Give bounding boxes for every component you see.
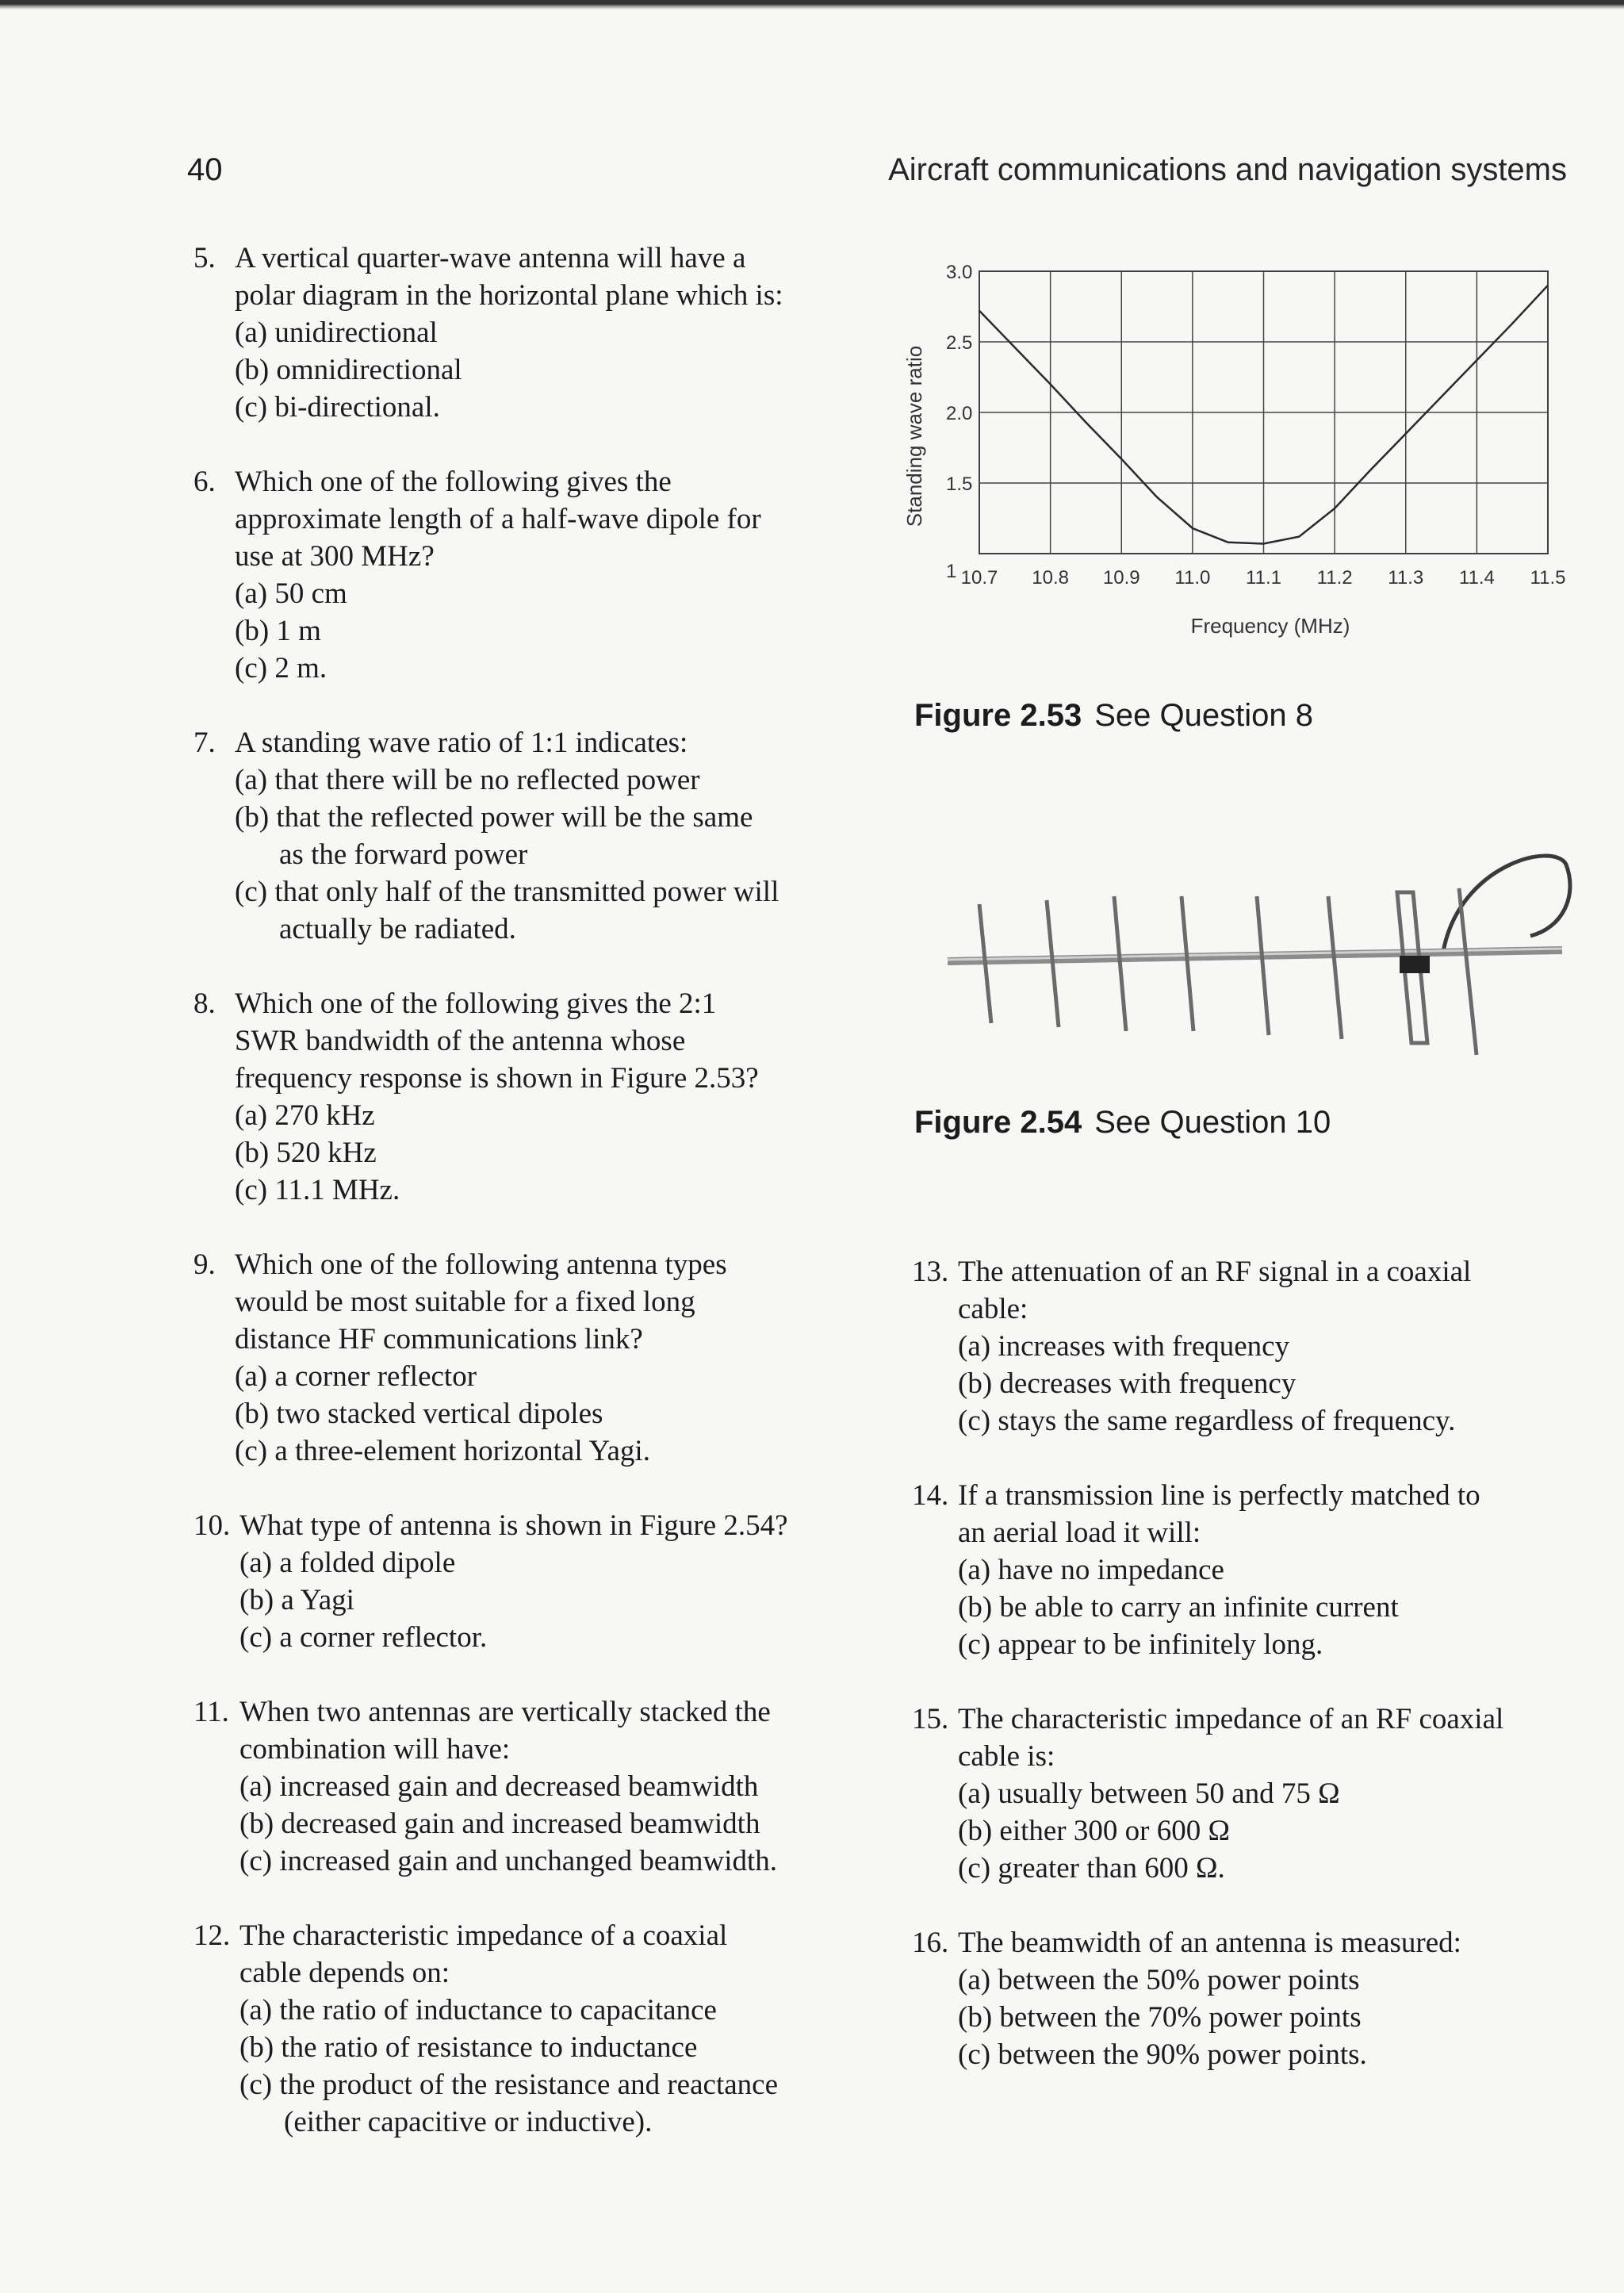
question-stem-line: What type of antenna is shown in Figure 2.54?: [239, 1509, 788, 1542]
questions-right-column: [912, 1253, 1602, 2111]
answer-option: (c) 2 m.: [235, 652, 327, 684]
chart-grid: [979, 271, 1548, 554]
chart-y-tick-label: 2.0: [946, 403, 973, 424]
running-title: Aircraft communications and navigation systems: [888, 152, 1567, 187]
answer-option: (a) usually between 50 and 75 Ω: [958, 1777, 1340, 1810]
figure-2-54-text: See Question 10: [1094, 1105, 1331, 1140]
question-stem-line: cable is:: [958, 1740, 1055, 1773]
question-stem-line: The attenuation of an RF signal in a coaxial: [958, 1256, 1472, 1288]
figure-2-54-caption: [914, 1105, 1331, 1141]
question-stem-line: If a transmission line is perfectly matched to: [958, 1479, 1480, 1512]
figure-2-53-text: See Question 8: [1094, 698, 1313, 733]
question-6: [193, 463, 868, 687]
answer-option: (a) increased gain and decreased beamwidth: [239, 1770, 759, 1803]
answer-option: (c) a three-element horizontal Yagi.: [235, 1435, 650, 1467]
question-16: [912, 1924, 1602, 2073]
answer-option: (b) two stacked vertical dipoles: [235, 1398, 603, 1430]
questions-left-column: [193, 240, 868, 2178]
answer-option: as the forward power: [279, 838, 528, 871]
question-stem-line: The characteristic impedance of an RF coaxial: [958, 1703, 1504, 1735]
question-12: [193, 1917, 868, 2141]
chart-y-ticks: [946, 262, 972, 582]
question-stem-line: SWR bandwidth of the antenna whose: [235, 1025, 686, 1057]
figure-2-54-label: Figure 2.54: [914, 1105, 1082, 1140]
question-number: 16.: [912, 1927, 949, 1959]
question-stem-line: cable depends on:: [239, 1957, 450, 1989]
question-13: [912, 1253, 1602, 1440]
chart-x-tick-label: 10.7: [960, 567, 998, 589]
question-8: [193, 985, 868, 1209]
chart-x-tick-label: 10.9: [1102, 567, 1140, 589]
question-stem-line: distance HF communications link?: [235, 1323, 643, 1355]
yagi-antenna-illustration: [904, 817, 1586, 1087]
question-stem-line: Which one of the following gives the 2:1: [235, 987, 717, 1020]
question-number: 6.: [193, 466, 216, 498]
answer-option: (either capacitive or inductive).: [284, 2106, 653, 2138]
question-stem-line: combination will have:: [239, 1733, 511, 1766]
page-number: 40: [187, 152, 223, 187]
chart-x-tick-label: 11.0: [1174, 567, 1211, 589]
question-stem-line: an aerial load it will:: [958, 1517, 1201, 1549]
answer-option: (c) appear to be infinitely long.: [958, 1628, 1323, 1661]
question-stem-line: cable:: [958, 1293, 1028, 1325]
page-top-rule: [0, 0, 1624, 10]
chart-x-axis-label: Frequency (MHz): [1190, 614, 1350, 638]
answer-option: (b) that the reflected power will be the same: [235, 801, 753, 834]
question-14: [912, 1477, 1602, 1663]
question-stem-line: Which one of the following antenna types: [235, 1248, 727, 1281]
answer-option: (c) bi-directional.: [235, 391, 440, 424]
answer-option: (b) between the 70% power points: [958, 2001, 1362, 2034]
question-stem-line: approximate length of a half-wave dipole for: [235, 503, 761, 535]
answer-option: (a) that there will be no reflected power: [235, 764, 700, 796]
answer-option: (a) 270 kHz: [235, 1099, 375, 1132]
swr-frequency-chart: [904, 254, 1586, 650]
chart-x-tick-label: 11.3: [1388, 567, 1424, 589]
question-number: 13.: [912, 1256, 949, 1288]
answer-option: (a) 50 cm: [235, 577, 347, 610]
question-number: 10.: [193, 1509, 231, 1542]
answer-option: (b) be able to carry an infinite current: [958, 1591, 1399, 1624]
question-5: [193, 240, 868, 426]
answer-option: (c) between the 90% power points.: [958, 2038, 1367, 2071]
chart-x-tick-label: 11.1: [1246, 567, 1281, 589]
question-stem-line: The characteristic impedance of a coaxial: [239, 1919, 728, 1952]
question-11: [193, 1693, 868, 1880]
answer-option: (b) a Yagi: [239, 1584, 354, 1616]
answer-option: (a) between the 50% power points: [958, 1964, 1360, 1996]
question-number: 7.: [193, 727, 216, 759]
question-number: 5.: [193, 242, 216, 274]
question-number: 15.: [912, 1703, 949, 1735]
chart-svg: [904, 254, 1586, 650]
answer-option: (a) unidirectional: [235, 316, 438, 349]
answer-option: (c) the product of the resistance and reactance: [239, 2069, 778, 2101]
answer-option: (c) a corner reflector.: [239, 1621, 488, 1654]
question-15: [912, 1701, 1602, 1887]
question-10: [193, 1507, 868, 1656]
answer-option: (b) the ratio of resistance to inductance: [239, 2031, 698, 2064]
answer-option: (a) the ratio of inductance to capacitance: [239, 1994, 717, 2027]
chart-y-axis-label: Standing wave ratio: [904, 345, 926, 527]
answer-option: (a) have no impedance: [958, 1554, 1224, 1586]
chart-x-tick-label: 11.4: [1458, 567, 1495, 589]
question-number: 12.: [193, 1919, 231, 1952]
chart-x-tick-label: 10.8: [1032, 567, 1069, 589]
question-stem-line: would be most suitable for a fixed long: [235, 1286, 695, 1318]
figure-2-53-caption: [914, 698, 1313, 734]
question-7: [193, 724, 868, 948]
answer-option: (a) a corner reflector: [235, 1360, 477, 1393]
answer-option: (b) decreases with frequency: [958, 1367, 1297, 1400]
question-stem-line: Which one of the following gives the: [235, 466, 672, 498]
chart-y-tick-label: 2.5: [946, 332, 973, 354]
answer-option: actually be radiated.: [279, 913, 516, 945]
answer-option: (c) that only half of the transmitted power will: [235, 876, 779, 908]
chart-x-ticks: [961, 567, 1566, 589]
answer-option: (c) stays the same regardless of frequency.: [958, 1405, 1456, 1437]
answer-option: (a) a folded dipole: [239, 1547, 456, 1579]
answer-option: (b) either 300 or 600 Ω: [958, 1815, 1230, 1847]
figure-2-53-label: Figure 2.53: [914, 698, 1082, 733]
question-stem-line: polar diagram in the horizontal plane which is:: [235, 279, 783, 312]
answer-option: (c) greater than 600 Ω.: [958, 1852, 1225, 1885]
chart-x-tick-label: 11.5: [1530, 567, 1566, 589]
question-number: 8.: [193, 987, 216, 1020]
question-9: [193, 1246, 868, 1470]
answer-option: (c) 11.1 MHz.: [235, 1174, 400, 1206]
answer-option: (b) decreased gain and increased beamwidth: [239, 1808, 760, 1840]
answer-option: (b) 1 m: [235, 615, 321, 647]
question-stem-line: A standing wave ratio of 1:1 indicates:: [235, 727, 688, 759]
answer-option: (a) increases with frequency: [958, 1330, 1290, 1363]
chart-y-tick-label: 1: [946, 561, 957, 582]
question-stem-line: frequency response is shown in Figure 2.53?: [235, 1062, 759, 1095]
question-stem-line: When two antennas are vertically stacked the: [239, 1696, 771, 1728]
question-number: 14.: [912, 1479, 949, 1512]
answer-option: (c) increased gain and unchanged beamwidth.: [239, 1845, 778, 1877]
chart-x-tick-label: 11.2: [1316, 567, 1353, 589]
answer-option: (b) omnidirectional: [235, 354, 462, 386]
question-number: 11.: [193, 1696, 229, 1728]
yagi-antenna-photo: [904, 817, 1586, 1087]
question-stem-line: A vertical quarter-wave antenna will have a: [235, 242, 746, 274]
question-stem-line: The beamwidth of an antenna is measured:: [958, 1927, 1461, 1959]
chart-y-tick-label: 1.5: [946, 474, 973, 495]
answer-option: (b) 520 kHz: [235, 1137, 377, 1169]
question-stem-line: use at 300 MHz?: [235, 540, 435, 573]
question-number: 9.: [193, 1248, 216, 1281]
chart-y-tick-label: 3.0: [946, 262, 973, 283]
